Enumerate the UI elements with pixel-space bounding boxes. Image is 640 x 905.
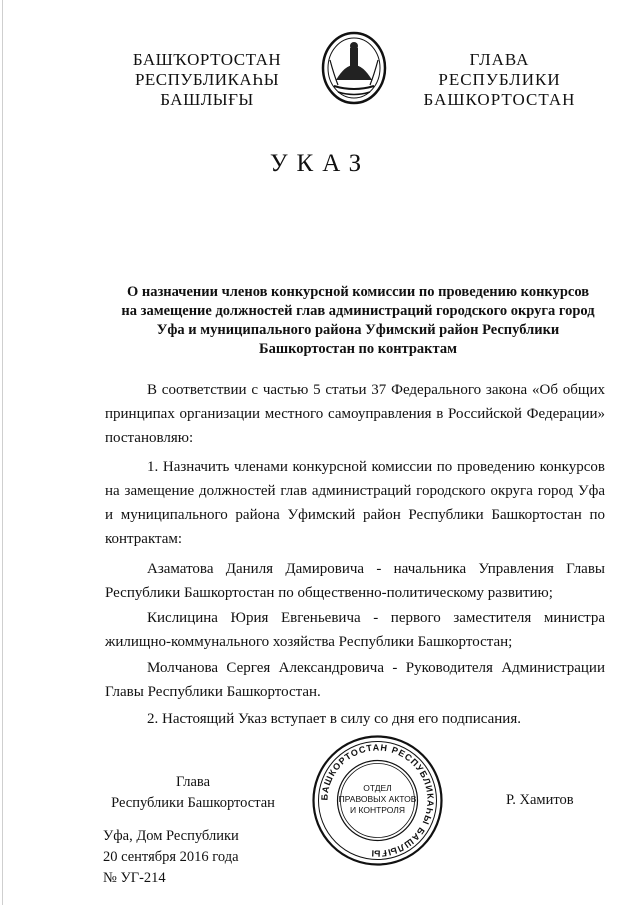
item-1-line: 1. Назначить членами конкурсной комиссии по проведению конкурсов xyxy=(147,459,605,475)
official-stamp-icon xyxy=(310,733,445,868)
subject-line: Уфа и муниципального района Уфимский район Республики xyxy=(156,322,560,338)
stamp-center-line: ОТДЕЛ xyxy=(363,783,392,793)
member-2-paragraph xyxy=(105,606,605,654)
header-right-line: ГЛАВА xyxy=(469,50,530,69)
item-1-line: на замещение должностей глав администраций городского округа город Уфа xyxy=(105,483,605,499)
item-1-line: контрактам: xyxy=(105,531,183,547)
header-right-line: РЕСПУБЛИКИ xyxy=(438,70,561,89)
member-2-line: жилищно-коммунального хозяйства Республики Башкортостан; xyxy=(105,634,513,650)
footer-date: 20 сентября 2016 года xyxy=(103,849,239,865)
header-left-line: РЕСПУБЛИКАҺЫ xyxy=(134,70,280,89)
preamble-line: принципах организации местного самоуправления в Российской Федерации» xyxy=(105,406,605,422)
signatory-title-line: Глава xyxy=(175,774,211,790)
header-right-russian xyxy=(412,50,587,110)
footer-place: Уфа, Дом Республики xyxy=(103,828,239,844)
preamble-line: В соответствии с частью 5 статьи 37 Федерального закона «Об общих xyxy=(147,382,605,398)
signatory-title-line: Республики Башкортостан xyxy=(111,795,275,811)
decree-subject xyxy=(108,283,608,359)
preamble-paragraph xyxy=(105,378,605,450)
member-3-line: Главы Республики Башкортостан. xyxy=(105,684,321,700)
document-type-title: УКАЗ xyxy=(269,150,371,177)
item-1-paragraph xyxy=(105,455,605,551)
stamp-ring-text: БАШКОРТОСТАН РЕСПУБЛИКАҺЫ БАШЛЫҒЫ xyxy=(319,742,436,859)
republic-emblem-icon xyxy=(320,30,388,106)
member-3-line: Молчанова Сергея Александровича - Руководителя Администрации xyxy=(147,660,605,676)
signatory-title xyxy=(103,772,283,814)
header-left-line: БАШЛЫҒЫ xyxy=(160,90,254,109)
scan-edge xyxy=(2,0,3,905)
footer-number: № УГ-214 xyxy=(103,870,166,886)
member-1-paragraph xyxy=(105,557,605,605)
header-left-line: БАШҠОРТОСТАН xyxy=(132,50,282,69)
subject-line: Башкортостан по контрактам xyxy=(259,341,457,357)
item-1-line: и муниципального района Уфимский район Республики Башкортостан по xyxy=(105,507,605,523)
subject-line: О назначении членов конкурсной комиссии по проведению конкурсов xyxy=(126,284,590,300)
header-left-bashkir xyxy=(118,50,296,110)
member-2-line: Кислицина Юрия Евгеньевича - первого заместителя министра xyxy=(147,610,605,626)
member-1-line: Азаматова Даниля Дамировича - начальника Управления Главы xyxy=(147,561,605,577)
subject-line: на замещение должностей глав администраций городского округа город xyxy=(121,303,595,319)
member-3-paragraph xyxy=(105,656,605,704)
item-2-paragraph: 2. Настоящий Указ вступает в силу со дня его подписания. xyxy=(147,711,521,727)
document-footer xyxy=(103,826,239,889)
preamble-line: постановляю: xyxy=(105,430,194,446)
signatory-name: Р. Хамитов xyxy=(506,792,574,808)
header-right-line: БАШКОРТОСТАН xyxy=(423,90,576,109)
stamp-center-line: ПРАВОВЫХ АКТОВ xyxy=(338,794,417,804)
stamp-center-line: И КОНТРОЛЯ xyxy=(350,805,405,815)
member-1-line: Республики Башкортостан по общественно-политическому развитию; xyxy=(105,585,553,601)
